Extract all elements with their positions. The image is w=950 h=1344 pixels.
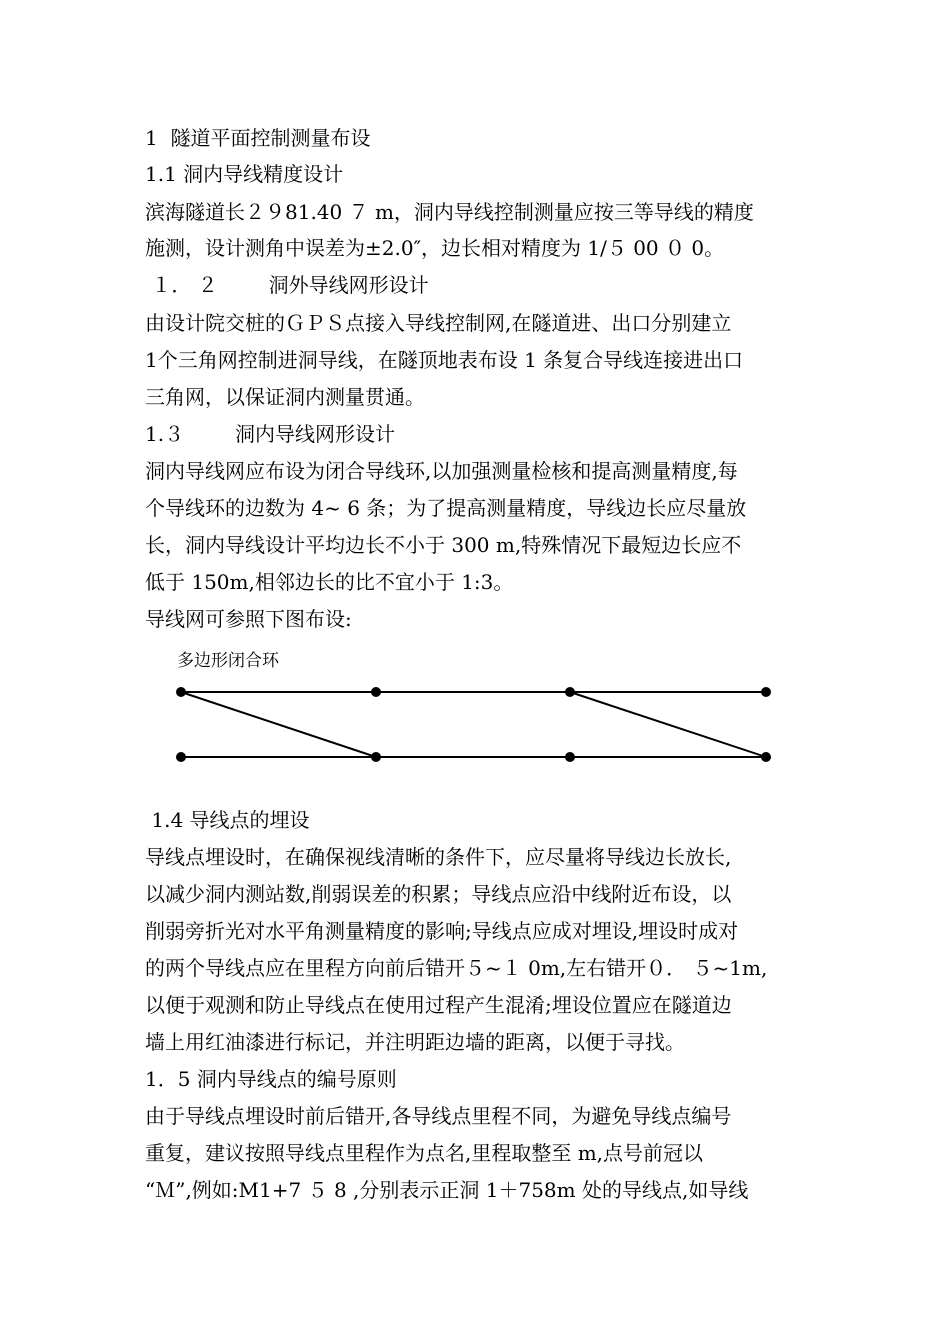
diagonal-left (181, 692, 376, 757)
heading-1-5: 1．5 洞内导线点的编号原则 (145, 1067, 397, 1091)
paragraph-line: 1个三角网控制进洞导线，在隧顶地表布设 1 条复合导线连接进出口 (145, 348, 744, 372)
paragraph-line: 削弱旁折光对水平角测量精度的影响;导线点应成对埋设,埋设时成对 (145, 919, 739, 943)
traverse-point (565, 752, 575, 762)
paragraph-line: 由于导线点埋设时前后错开,各导线点里程不同，为避免导线点编号 (145, 1104, 732, 1128)
paragraph-line: 以便于观测和防止导线点在使用过程产生混淆;埋设位置应在隧道边 (145, 993, 732, 1017)
traverse-point (371, 687, 381, 697)
traverse-point (565, 687, 575, 697)
paragraph-line: 墙上用红油漆进行标记，并注明距边墙的距离，以便于寻找。 (145, 1030, 685, 1054)
paragraph-line: 洞内导线网应布设为闭合导线环,以加强测量检核和提高测量精度,每 (145, 459, 738, 483)
heading-1-2: １． ２ 洞外导线网形设计 (145, 273, 429, 297)
paragraph-line: 导线点埋设时，在确保视线清晰的条件下，应尽量将导线边长放长, (145, 845, 732, 869)
heading-1: 1 隧道平面控制测量布设 (145, 126, 371, 150)
traverse-point (371, 752, 381, 762)
paragraph-line: 导线网可参照下图布设: (145, 607, 352, 631)
paragraph-line: 由设计院交桩的ＧＰＳ点接入导线控制网,在隧道进、出口分别建立 (145, 311, 732, 335)
paragraph-line: 重复，建议按照导线点里程作为点名,里程取整至 m,点号前冠以 (145, 1141, 704, 1165)
paragraph-line: 三角网，以保证洞内测量贯通。 (145, 385, 425, 409)
traverse-point (176, 752, 186, 762)
paragraph-line: 低于 150m,相邻边长的比不宜小于 1:3。 (145, 570, 514, 594)
paragraph-line: “Ｍ”,例如:M1+7 ５ 8 ,分别表示正洞 1＋758m 处的导线点,如导线 (145, 1178, 749, 1202)
paragraph-line: 个导线环的边数为 4~ 6 条；为了提高测量精度，导线边长应尽量放 (145, 496, 747, 520)
heading-1-4: 1.4 导线点的埋设 (145, 808, 310, 832)
diagonal-right (570, 692, 766, 757)
heading-1-3: 1.３ 洞内导线网形设计 (145, 422, 395, 446)
heading-1-1: 1.1 洞内导线精度设计 (145, 162, 344, 186)
paragraph-line: 以减少洞内测站数,削弱误差的积累；导线点应沿中线附近布设，以 (145, 882, 732, 906)
paragraph-line: 滨海隧道长２９81.40 ７ m，洞内导线控制测量应按三等导线的精度 (145, 200, 754, 224)
figure-caption: 多边形闭合环 (177, 651, 279, 671)
paragraph-line: 长，洞内导线设计平均边长不小于 300 m,特殊情况下最短边长应不 (145, 533, 742, 557)
traverse-point (761, 687, 771, 697)
traverse-point (176, 687, 186, 697)
traverse-point (761, 752, 771, 762)
paragraph-line: 施测，设计测角中误差为±2.0″，边长相对精度为 1/５ 00 ０ 0。 (145, 236, 725, 260)
paragraph-line: 的两个导线点应在里程方向前后错开５~１ 0m,左右错开０． ５~1m, (145, 956, 768, 980)
